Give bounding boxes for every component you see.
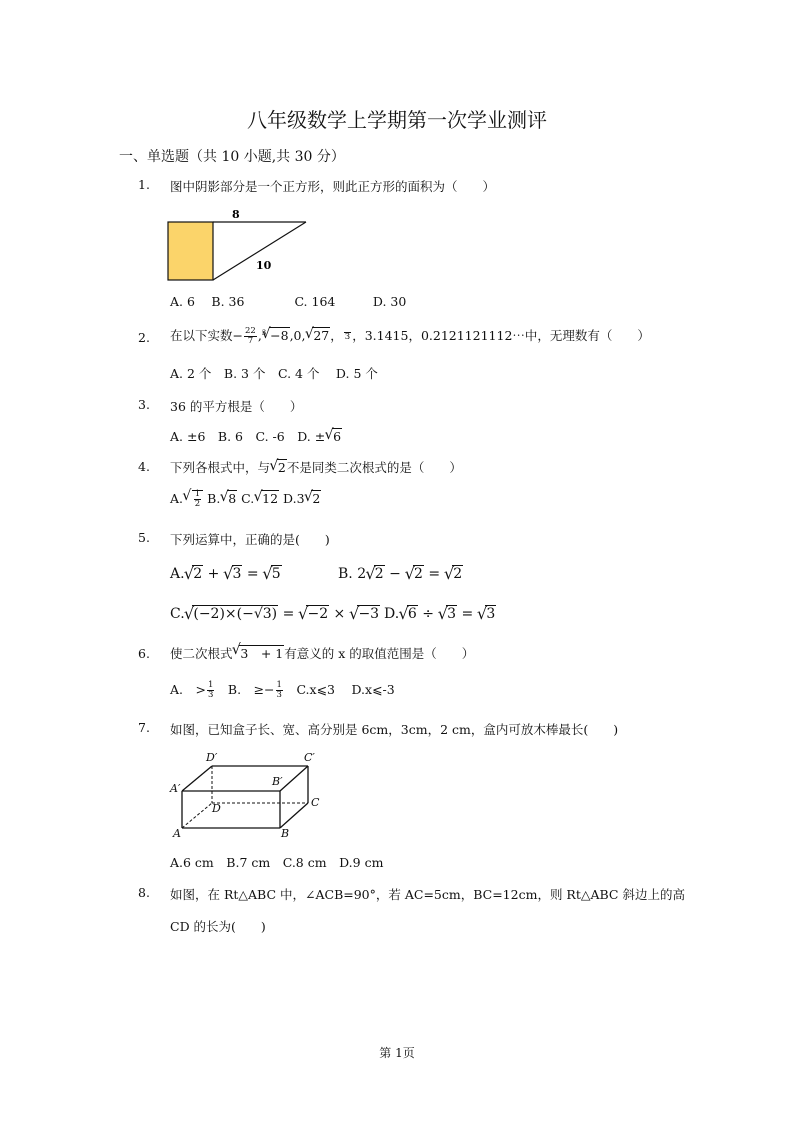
cube-root-index: 3 [261,328,267,337]
option-label: B. ≥− [215,682,275,697]
q4-options [170,490,321,509]
denominator: 3 [207,690,214,700]
edge-ApDp [182,766,212,791]
radical [224,566,243,582]
option-label: B. 2 [338,566,367,582]
label-A-prime: A′ [170,782,181,795]
radicand: (−2)×(−√3) [193,606,278,622]
page-footer: 第 1页 [379,1046,415,1060]
question-text-line1: 如图，在 Rt△ABC 中，∠ACB=90°，若 AC=5cm，BC=12cm，则 Rt△ABC 斜边上的高 [170,887,685,902]
radicand: 6 [407,606,417,622]
radicand: −8 [270,328,289,343]
radical [350,606,380,622]
question-text: 如图，已知盒子长、宽、高分别是 6cm，3cm，2 cm，盒内可放木棒最长( ) [170,722,619,737]
radical [325,429,342,444]
radical [405,566,424,582]
shaded-square [168,222,213,280]
text-span: A. ±6 B. 6 C. -6 D. ± [170,429,326,444]
question-text [170,326,650,346]
option-label: A. [170,490,184,506]
text-span: ， [330,328,343,343]
text-span: ÷ [417,606,439,622]
q7-box-figure [168,748,333,840]
radicand: 8 [228,490,237,506]
radicand: 5 [271,566,281,582]
option-label: C.x⩽3 D.x⩽-3 [283,682,395,697]
radicand: 3 [447,606,457,622]
label-C-prime: C′ [304,751,315,764]
label-8: 8 [232,208,240,221]
question-text [170,644,474,662]
radical [185,566,204,582]
radical [233,644,285,662]
text-span: 在以下实数− [170,328,243,343]
q3-options [170,427,342,445]
question-text-line2: CD 的长为( ) [170,919,266,934]
radicand: 2 [453,566,463,582]
question-number: 7. [138,720,150,735]
q5-option-b [338,566,463,582]
option-label: D. [384,606,400,622]
denominator: 7 [247,336,254,346]
q1-figure [160,202,320,287]
numerator: 22 [244,326,256,337]
denominator: 3 [276,690,282,700]
radicand [192,489,203,509]
radical [366,566,385,582]
radicand: 2 [193,566,203,582]
option-label: B. [207,490,221,506]
question-number: 5. [138,530,150,545]
text-span: = [457,606,478,622]
fraction [276,681,283,700]
question-number: 3. [138,397,150,412]
label-C: C [311,796,320,809]
text-span: − [384,566,406,582]
fraction [344,332,351,342]
option-label: C. [170,606,185,622]
label-D: D [212,802,221,815]
text-span: 下列各根式中，与 [170,460,271,475]
q2-options: A. 2 个 B. 3 个 C. 4 个 D. 5 个 [170,366,378,381]
denominator: 3 [344,331,351,342]
edge-BpCp [280,766,308,791]
question-number: 1. [138,177,150,192]
numerator: 1 [276,680,282,691]
text-span: 使二次根式 [170,646,233,661]
denominator: 2 [194,498,201,509]
radical [305,328,330,343]
radicand: −2 [307,606,329,622]
label-D-prime: D′ [206,751,218,764]
fraction [207,681,214,700]
text-span: = [423,566,445,582]
numerator: √ 1 [194,489,201,499]
option-label: A. > [170,682,206,697]
question-text: 图中阴影部分是一个正方形，则此正方形的面积为（ ） [170,179,496,194]
text-span: = [242,566,264,582]
text-span: = [278,606,299,622]
text-span: 不是同类二次根式的是（ ） [286,460,462,475]
radical [220,491,237,506]
radicand: 2 [312,490,321,506]
text-span: 有意义的 x 的取值范围是（ ） [284,646,475,661]
radical [185,606,278,622]
radicand: 2 [414,566,423,582]
q5-option-a [170,566,282,582]
page-title: 八年级数学上学期第一次学业测评 [247,108,547,132]
question-text [170,458,462,476]
radical [262,328,289,343]
section-heading: 一、单选题（共 10 小题,共 30 分） [119,149,345,165]
text-span: + [203,566,224,582]
text-span: , [257,328,262,343]
radicand: 6 [333,429,342,444]
option-label: D.3 [283,490,305,506]
question-text: 36 的平方根是（ ） [170,399,303,414]
text-span: ，3.1415，0.2121121112⋯中，无理数有（ ） [352,328,650,343]
radicand: 3 + 1 [240,646,284,661]
question-number: 6. [138,646,150,661]
edge-BC [280,803,308,828]
radical [438,606,457,622]
fraction [194,490,201,509]
label-10: 10 [256,259,272,272]
radical [305,491,322,506]
radicand: 3 [232,566,242,582]
question-number: 4. [138,459,150,474]
question-number: 2. [138,330,150,345]
hidden-edge-AD [182,803,212,828]
radical [445,566,464,582]
option-label: A. [170,566,185,582]
text-span: ,0, [289,328,306,343]
q6-options [170,680,395,700]
option-label: C. [241,490,255,506]
radical [270,460,287,475]
radical [263,566,282,582]
label-B-prime: B′ [272,775,283,788]
radical [254,491,279,506]
q5-option-d [384,606,496,622]
radical [399,606,418,622]
radicand: 12 [262,490,279,506]
q1-options: A. 6 B. 36 C. 164 D. 30 [170,294,407,309]
radicand: −3 [358,606,380,622]
text-span: × [329,606,350,622]
q5-option-c [170,606,380,622]
radicand: 2 [374,566,384,582]
fraction [244,327,257,346]
label-A: A [173,827,181,840]
radicand: 27 [313,328,330,343]
radical [299,606,329,622]
question-number: 8. [138,885,150,900]
radicand: 2 [277,460,286,475]
label-B: B [281,827,290,840]
numerator: 1 [207,680,214,691]
radical [183,490,203,509]
question-text: 下列运算中，正确的是( ) [170,532,330,547]
radicand: 3 [486,606,496,622]
q7-options: A.6 cm B.7 cm C.8 cm D.9 cm [170,855,384,870]
radical [478,606,497,622]
